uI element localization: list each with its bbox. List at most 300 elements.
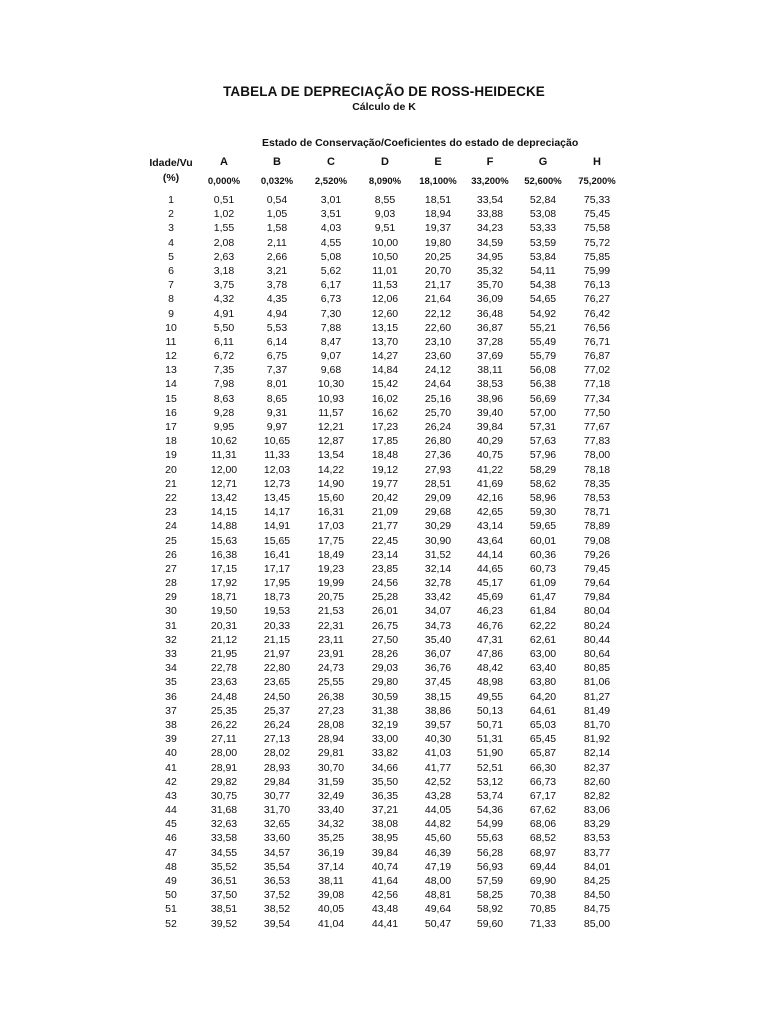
cell-d: 17,23 xyxy=(371,421,399,433)
cell-d: 17,85 xyxy=(371,435,399,448)
cell-b: 3,21 xyxy=(266,264,288,277)
cell-e: 35,40 xyxy=(424,633,452,646)
cell-f: 47,86 xyxy=(476,648,504,660)
age-cell: 11 xyxy=(165,335,177,348)
cell-g: 68,52 xyxy=(529,832,557,845)
cell-d: 26,75 xyxy=(371,619,399,632)
cell-h: 82,37 xyxy=(583,761,611,774)
cell-h: 77,18 xyxy=(583,378,611,391)
cell-a: 14,15 xyxy=(210,506,238,519)
age-cell: 21 xyxy=(165,477,177,490)
cell-b: 4,94 xyxy=(266,307,288,320)
cell-e: 23,10 xyxy=(424,335,452,348)
cell-e: 19,80 xyxy=(424,236,452,249)
cell-e: 50,47 xyxy=(424,917,452,930)
cell-b: 7,37 xyxy=(266,364,288,377)
table-row xyxy=(0,491,768,505)
cell-c: 14,22 xyxy=(317,463,345,476)
age-header-unit: (%) xyxy=(162,172,180,184)
age-cell: 42 xyxy=(165,775,177,788)
cell-h: 80,64 xyxy=(583,648,611,660)
cell-h: 83,29 xyxy=(583,818,611,831)
cell-d: 16,62 xyxy=(371,406,399,419)
cell-b: 30,77 xyxy=(263,789,291,802)
cell-e: 23,60 xyxy=(424,350,452,363)
column-header-d: D xyxy=(381,156,389,168)
table-row xyxy=(0,363,768,377)
age-cell: 51 xyxy=(165,903,177,916)
cell-g: 64,20 xyxy=(529,690,557,703)
page-title: TABELA DE DEPRECIAÇÃO DE ROSS-HEIDECKE xyxy=(223,84,545,99)
cell-c: 31,59 xyxy=(317,775,345,788)
cell-h: 75,72 xyxy=(583,236,611,249)
cell-f: 55,63 xyxy=(476,832,504,845)
cell-e: 30,90 xyxy=(424,534,452,547)
cell-a: 19,50 xyxy=(210,605,238,618)
cell-d: 15,42 xyxy=(371,378,399,391)
cell-g: 57,00 xyxy=(529,406,557,419)
cell-h: 78,71 xyxy=(583,506,611,519)
cell-b: 0,54 xyxy=(266,194,288,206)
cell-c: 27,23 xyxy=(317,704,345,717)
table-row xyxy=(0,434,768,448)
cell-c: 5,08 xyxy=(320,250,342,263)
cell-a: 18,71 xyxy=(210,591,238,604)
table-row xyxy=(0,420,768,434)
cell-c: 17,75 xyxy=(317,534,345,547)
cell-g: 70,38 xyxy=(529,889,557,902)
cell-f: 50,13 xyxy=(476,704,504,717)
cell-h: 77,34 xyxy=(583,392,611,405)
cell-e: 24,64 xyxy=(424,378,452,391)
cell-b: 10,65 xyxy=(263,435,291,448)
cell-e: 21,17 xyxy=(424,279,452,292)
cell-h: 75,45 xyxy=(583,208,611,221)
age-cell: 20 xyxy=(165,463,177,476)
column-header-c: C xyxy=(327,156,335,168)
table-row xyxy=(0,647,768,661)
cell-f: 51,90 xyxy=(476,747,504,760)
cell-g: 64,61 xyxy=(529,704,557,717)
table-row xyxy=(0,193,768,207)
cell-a: 6,72 xyxy=(213,350,235,363)
cell-a: 4,32 xyxy=(213,293,235,306)
cell-g: 57,31 xyxy=(529,421,557,433)
cell-d: 11,01 xyxy=(372,264,398,277)
cell-b: 5,53 xyxy=(266,321,288,334)
cell-g: 56,69 xyxy=(529,392,557,405)
cell-c: 32,49 xyxy=(317,789,345,802)
table-row xyxy=(0,278,768,292)
cell-e: 34,07 xyxy=(424,605,452,618)
cell-a: 21,12 xyxy=(210,633,238,646)
cell-c: 9,68 xyxy=(320,364,342,377)
cell-h: 81,06 xyxy=(583,676,611,689)
cell-d: 10,50 xyxy=(371,250,399,263)
cell-c: 41,04 xyxy=(317,917,345,930)
percentage-d: 8,090% xyxy=(368,176,402,187)
cell-b: 27,13 xyxy=(263,733,291,746)
cell-a: 0,51 xyxy=(213,194,235,206)
cell-f: 50,71 xyxy=(476,718,504,731)
cell-g: 59,65 xyxy=(529,520,557,533)
cell-a: 3,18 xyxy=(213,264,235,277)
cell-e: 45,60 xyxy=(424,832,452,845)
cell-b: 6,75 xyxy=(266,350,288,363)
cell-f: 43,64 xyxy=(476,534,504,547)
cell-d: 34,66 xyxy=(371,761,399,774)
cell-h: 80,24 xyxy=(583,619,611,632)
cell-b: 12,73 xyxy=(263,477,291,490)
cell-a: 3,75 xyxy=(213,279,235,292)
cell-c: 29,81 xyxy=(317,747,345,760)
cell-d: 26,01 xyxy=(371,605,399,618)
cell-b: 21,97 xyxy=(263,648,291,660)
cell-a: 9,95 xyxy=(213,421,235,433)
cell-b: 39,54 xyxy=(263,917,291,930)
age-cell: 12 xyxy=(165,350,177,363)
cell-c: 40,05 xyxy=(317,903,345,916)
cell-g: 56,08 xyxy=(529,364,557,377)
cell-f: 57,59 xyxy=(476,875,504,887)
table-row xyxy=(0,917,768,931)
cell-g: 54,92 xyxy=(529,307,557,320)
cell-b: 8,01 xyxy=(266,378,288,391)
cell-f: 37,28 xyxy=(476,335,504,348)
cell-a: 9,28 xyxy=(213,406,235,419)
cell-h: 81,27 xyxy=(583,690,611,703)
table-row xyxy=(0,576,768,590)
table-row xyxy=(0,803,768,817)
cell-a: 16,38 xyxy=(210,548,238,561)
age-header-label: Idade/Vu xyxy=(149,157,193,169)
cell-f: 36,09 xyxy=(476,293,504,306)
cell-d: 13,70 xyxy=(371,335,399,348)
cell-c: 15,60 xyxy=(317,491,345,504)
cell-h: 79,26 xyxy=(583,548,611,561)
cell-g: 58,62 xyxy=(529,477,557,490)
cell-g: 61,47 xyxy=(529,591,557,604)
cell-b: 28,93 xyxy=(263,761,291,774)
cell-a: 35,52 xyxy=(210,860,238,873)
cell-f: 41,69 xyxy=(476,477,504,490)
cell-c: 8,47 xyxy=(320,335,342,348)
cell-f: 36,87 xyxy=(476,321,504,334)
cell-h: 75,99 xyxy=(583,264,611,277)
cell-g: 54,65 xyxy=(529,293,557,306)
cell-d: 14,84 xyxy=(371,364,399,377)
cell-a: 27,11 xyxy=(211,733,237,746)
percentage-e: 18,100% xyxy=(419,176,457,187)
table-row xyxy=(0,448,768,462)
percentage-b: 0,032% xyxy=(260,176,294,187)
cell-c: 28,94 xyxy=(317,733,345,746)
table-row xyxy=(0,874,768,888)
cell-g: 61,09 xyxy=(529,577,557,590)
cell-g: 66,30 xyxy=(529,761,557,774)
cell-e: 22,12 xyxy=(424,307,452,320)
cell-e: 36,76 xyxy=(424,662,452,675)
age-cell: 30 xyxy=(165,605,177,618)
cell-e: 29,09 xyxy=(424,491,452,504)
cell-e: 25,16 xyxy=(424,392,452,405)
cell-c: 21,53 xyxy=(317,605,345,618)
cell-a: 14,88 xyxy=(210,520,238,533)
cell-h: 78,00 xyxy=(583,449,611,462)
cell-f: 33,54 xyxy=(476,194,504,206)
cell-a: 6,11 xyxy=(214,335,234,348)
table-row xyxy=(0,746,768,760)
cell-c: 23,11 xyxy=(318,633,344,646)
cell-f: 44,14 xyxy=(476,548,504,561)
cell-e: 46,39 xyxy=(424,846,452,859)
age-cell: 23 xyxy=(165,506,177,519)
table-row xyxy=(0,704,768,718)
cell-d: 28,26 xyxy=(371,648,399,660)
cell-g: 68,97 xyxy=(529,846,557,859)
page-subtitle: Cálculo de K xyxy=(352,101,416,113)
cell-c: 4,03 xyxy=(320,222,342,235)
cell-e: 21,64 xyxy=(424,293,452,306)
table-row xyxy=(0,619,768,633)
cell-e: 36,07 xyxy=(424,648,452,660)
cell-b: 32,65 xyxy=(263,818,291,831)
cell-b: 22,80 xyxy=(263,662,291,675)
cell-f: 58,25 xyxy=(476,889,504,902)
cell-e: 38,86 xyxy=(424,704,452,717)
cell-d: 38,95 xyxy=(371,832,399,845)
cell-a: 34,55 xyxy=(210,846,238,859)
cell-d: 23,14 xyxy=(371,548,399,561)
cell-b: 29,84 xyxy=(263,775,291,788)
cell-d: 9,51 xyxy=(374,222,396,235)
cell-b: 2,11 xyxy=(267,236,287,249)
table-row xyxy=(0,321,768,335)
cell-d: 21,77 xyxy=(371,520,399,533)
column-header-b: B xyxy=(273,156,281,168)
cell-h: 75,85 xyxy=(583,250,611,263)
cell-g: 53,59 xyxy=(529,236,557,249)
table-row xyxy=(0,207,768,221)
table-row xyxy=(0,562,768,576)
cell-f: 58,92 xyxy=(476,903,504,916)
cell-h: 77,02 xyxy=(583,364,611,377)
age-cell: 44 xyxy=(165,804,177,817)
cell-g: 69,90 xyxy=(529,875,557,887)
table-row xyxy=(0,292,768,306)
cell-c: 11,57 xyxy=(318,406,344,419)
cell-b: 17,17 xyxy=(263,562,291,575)
cell-b: 25,37 xyxy=(263,704,291,717)
percentage-c: 2,520% xyxy=(314,176,348,187)
cell-d: 13,15 xyxy=(371,321,399,334)
table-row xyxy=(0,307,768,321)
cell-a: 7,98 xyxy=(213,378,235,391)
age-cell: 35 xyxy=(165,676,177,689)
cell-a: 21,95 xyxy=(210,648,238,660)
cell-f: 38,53 xyxy=(476,378,504,391)
cell-g: 63,00 xyxy=(529,648,557,660)
cell-c: 19,99 xyxy=(317,577,345,590)
cell-e: 44,05 xyxy=(424,804,452,817)
age-cell: 39 xyxy=(165,733,177,746)
cell-b: 38,52 xyxy=(263,903,291,916)
age-cell: 40 xyxy=(165,747,177,760)
table-row xyxy=(0,761,768,775)
cell-h: 83,06 xyxy=(583,804,611,817)
cell-g: 56,38 xyxy=(529,378,557,391)
percentage-f: 33,200% xyxy=(471,176,509,187)
cell-g: 58,29 xyxy=(529,463,557,476)
cell-b: 8,65 xyxy=(266,392,288,405)
cell-h: 80,04 xyxy=(583,605,611,618)
cell-b: 24,50 xyxy=(263,690,291,703)
age-cell: 48 xyxy=(165,860,177,873)
table-row xyxy=(0,377,768,391)
cell-c: 17,03 xyxy=(317,520,345,533)
table-row xyxy=(0,463,768,477)
age-cell: 31 xyxy=(165,619,177,632)
table-row xyxy=(0,817,768,831)
cell-g: 71,33 xyxy=(529,917,557,930)
table-row xyxy=(0,236,768,250)
cell-d: 31,38 xyxy=(371,704,399,717)
cell-e: 18,94 xyxy=(424,208,452,221)
cell-g: 60,73 xyxy=(529,562,557,575)
age-cell: 9 xyxy=(168,307,174,320)
cell-b: 14,91 xyxy=(263,520,291,533)
age-cell: 6 xyxy=(168,264,174,277)
cell-f: 56,93 xyxy=(476,860,504,873)
age-cell: 24 xyxy=(165,520,177,533)
table-row xyxy=(0,250,768,264)
cell-h: 78,35 xyxy=(583,477,611,490)
cell-h: 77,83 xyxy=(583,435,611,448)
age-cell: 33 xyxy=(165,648,177,660)
cell-c: 19,23 xyxy=(317,562,345,575)
cell-a: 2,63 xyxy=(213,250,235,263)
cell-d: 30,59 xyxy=(371,690,399,703)
cell-c: 10,93 xyxy=(317,392,345,405)
cell-f: 44,65 xyxy=(476,562,504,575)
table-row xyxy=(0,775,768,789)
cell-b: 21,15 xyxy=(263,633,291,646)
age-cell: 16 xyxy=(165,406,177,419)
cell-g: 57,96 xyxy=(529,449,557,462)
age-cell: 5 xyxy=(168,250,174,263)
cell-c: 13,54 xyxy=(317,449,345,462)
age-cell: 37 xyxy=(165,704,177,717)
age-cell: 34 xyxy=(165,662,177,675)
cell-g: 57,63 xyxy=(529,435,557,448)
age-cell: 43 xyxy=(165,789,177,802)
cell-h: 77,50 xyxy=(583,406,611,419)
table-row xyxy=(0,590,768,604)
cell-b: 1,05 xyxy=(266,208,288,221)
cell-h: 84,75 xyxy=(583,903,611,916)
cell-c: 38,11 xyxy=(318,875,344,887)
cell-d: 11,53 xyxy=(372,279,398,292)
table-row xyxy=(0,902,768,916)
cell-c: 5,62 xyxy=(320,264,342,277)
cell-e: 47,19 xyxy=(424,860,452,873)
cell-d: 27,50 xyxy=(371,633,399,646)
cell-b: 9,97 xyxy=(266,421,288,433)
cell-d: 40,74 xyxy=(371,860,399,873)
cell-e: 27,93 xyxy=(424,463,452,476)
cell-h: 80,44 xyxy=(583,633,611,646)
cell-d: 9,03 xyxy=(374,208,396,221)
cell-h: 76,87 xyxy=(583,350,611,363)
cell-c: 7,30 xyxy=(320,307,342,320)
cell-e: 40,30 xyxy=(424,733,452,746)
age-cell: 10 xyxy=(165,321,177,334)
cell-e: 26,24 xyxy=(424,421,452,433)
cell-c: 30,70 xyxy=(317,761,345,774)
cell-b: 1,58 xyxy=(266,222,288,235)
cell-e: 32,14 xyxy=(424,562,452,575)
cell-a: 13,42 xyxy=(210,491,238,504)
cell-a: 11,31 xyxy=(211,449,237,462)
age-cell: 38 xyxy=(165,718,177,731)
cell-a: 20,31 xyxy=(210,619,238,632)
cell-f: 38,96 xyxy=(476,392,504,405)
cell-a: 31,68 xyxy=(210,804,238,817)
cell-c: 33,40 xyxy=(317,804,345,817)
cell-e: 20,70 xyxy=(424,264,452,277)
cell-e: 39,57 xyxy=(424,718,452,731)
cell-b: 28,02 xyxy=(263,747,291,760)
cell-g: 70,85 xyxy=(529,903,557,916)
cell-g: 60,36 xyxy=(529,548,557,561)
cell-g: 59,30 xyxy=(529,506,557,519)
cell-f: 48,98 xyxy=(476,676,504,689)
age-cell: 28 xyxy=(165,577,177,590)
cell-d: 24,56 xyxy=(371,577,399,590)
cell-h: 81,92 xyxy=(583,733,611,746)
cell-c: 39,08 xyxy=(317,889,345,902)
cell-a: 26,22 xyxy=(210,718,238,731)
cell-e: 43,28 xyxy=(424,789,452,802)
cell-h: 83,77 xyxy=(583,846,611,859)
column-header-g: G xyxy=(538,156,548,168)
age-cell: 14 xyxy=(165,378,177,391)
cell-a: 15,63 xyxy=(210,534,238,547)
cell-d: 32,19 xyxy=(371,718,399,731)
cell-c: 28,08 xyxy=(317,718,345,731)
age-cell: 22 xyxy=(165,491,177,504)
cell-h: 81,49 xyxy=(583,704,611,717)
cell-b: 16,41 xyxy=(263,548,291,561)
cell-a: 17,15 xyxy=(210,562,238,575)
cell-d: 29,03 xyxy=(371,662,399,675)
age-cell: 7 xyxy=(168,279,174,292)
cell-g: 67,62 xyxy=(529,804,557,817)
cell-d: 14,27 xyxy=(371,350,399,363)
cell-f: 51,31 xyxy=(476,733,504,746)
age-cell: 27 xyxy=(165,562,177,575)
cell-g: 55,21 xyxy=(529,321,557,334)
cell-c: 3,51 xyxy=(320,208,342,221)
age-cell: 25 xyxy=(165,534,177,547)
cell-e: 32,78 xyxy=(424,577,452,590)
cell-f: 56,28 xyxy=(476,846,504,859)
cell-c: 23,91 xyxy=(317,648,345,660)
age-cell: 4 xyxy=(168,236,174,249)
cell-e: 28,51 xyxy=(424,477,452,490)
cell-a: 10,62 xyxy=(210,435,238,448)
cell-a: 38,51 xyxy=(210,903,238,916)
